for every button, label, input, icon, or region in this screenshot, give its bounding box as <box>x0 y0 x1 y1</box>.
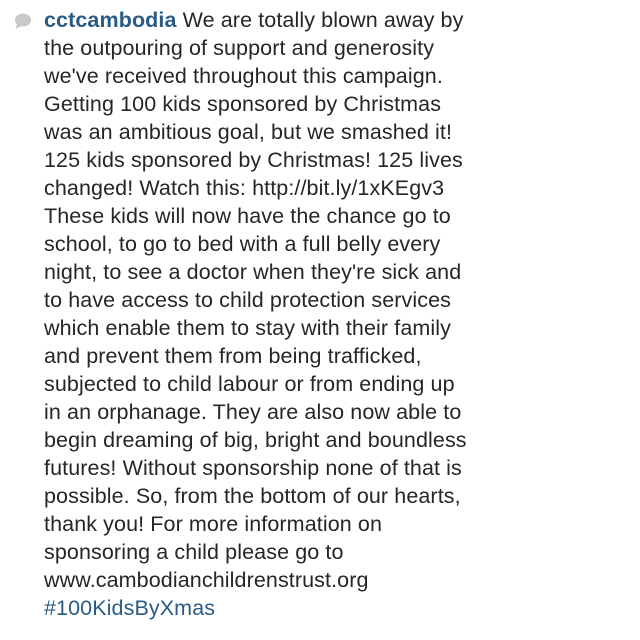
comment-body-line-4: to have access to child protection services <box>44 288 452 312</box>
comment-body-line-12: thank you! For more information on <box>44 512 383 536</box>
speech-bubble-icon <box>14 12 32 30</box>
comment-line-4: Getting 100 kids sponsored by Christmas <box>44 92 442 116</box>
hashtag-link[interactable]: #100KidsByXmas <box>44 596 216 620</box>
username-link[interactable]: cctcambodia <box>44 8 177 32</box>
comment-body-line-1: These kids will now have the chance go to <box>44 204 451 228</box>
comment-text: We are totally blown away by <box>176 8 464 32</box>
comment-body-line-8: in an orphanage. They are also now able to <box>44 400 462 424</box>
comment-body-line-2: school, to go to bed with a full belly every <box>44 232 441 256</box>
comment-body-line-3: night, to see a doctor when they're sick and <box>44 260 462 284</box>
comment-body-line-9: begin dreaming of big, bright and boundless <box>44 428 467 452</box>
comment-line-2: the outpouring of support and generosity <box>44 36 435 60</box>
comment-body-line-5: which enable them to stay with their family <box>44 316 452 340</box>
short-link[interactable]: http://bit.ly/1xKEgv3 <box>252 176 445 200</box>
comment-body-line-11: possible. So, from the bottom of our hearts, <box>44 484 461 508</box>
comment-line-5: was an ambitious goal, but we smashed it! <box>44 120 453 144</box>
comment-line-7 <box>44 174 604 202</box>
comment-line-1 <box>44 6 604 34</box>
comment-body-line-6: and prevent them from being trafficked, <box>44 344 422 368</box>
comment-body-line-10: futures! Without sponsorship none of that is <box>44 456 462 480</box>
website-link-line <box>44 566 604 594</box>
comment-body-line-7: subjected to child labour or from ending up <box>44 372 455 396</box>
comment-text: changed! Watch this: <box>44 176 253 200</box>
comment-line-3: we've received throughout this campaign. <box>44 64 443 88</box>
comment-body-line-13: sponsoring a child please go to <box>44 540 344 564</box>
comment-line-6: 125 kids sponsored by Christmas! 125 lives <box>44 148 463 172</box>
website-link[interactable]: www.cambodianchildrenstrust.org <box>44 568 369 592</box>
hashtag-line <box>44 594 604 622</box>
comment <box>44 6 604 622</box>
